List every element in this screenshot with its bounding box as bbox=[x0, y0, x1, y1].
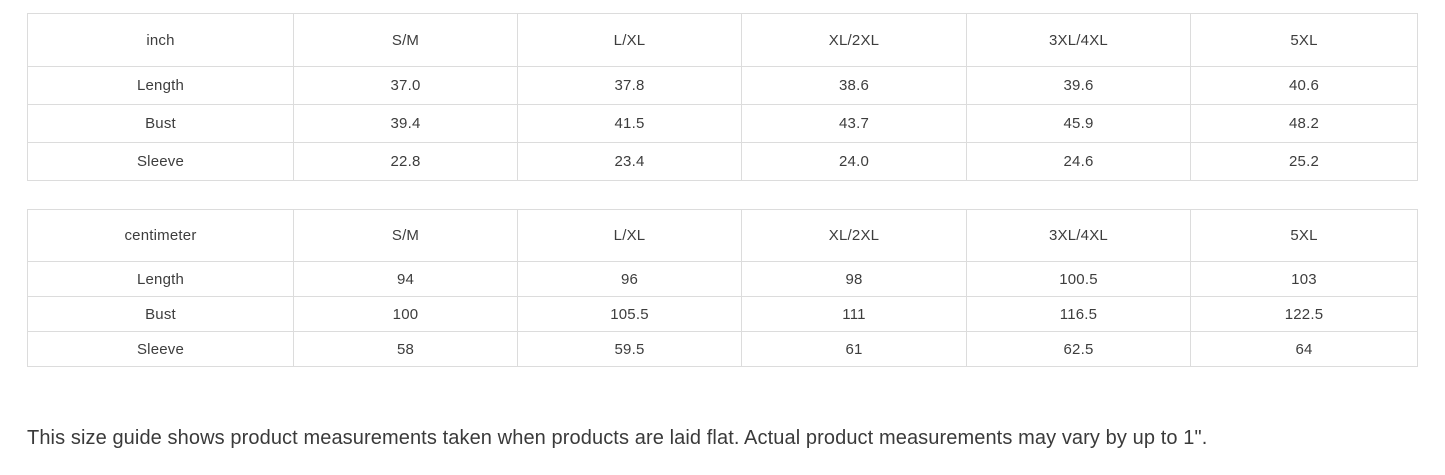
measurement-cell: 94 bbox=[294, 262, 518, 297]
row-label-cell: Bust bbox=[28, 297, 294, 332]
size-header-cell: S/M bbox=[294, 210, 518, 262]
table-row bbox=[28, 67, 1418, 105]
measurement-cell: 98 bbox=[742, 262, 967, 297]
table-header-row bbox=[28, 210, 1418, 262]
row-label-cell: Bust bbox=[28, 105, 294, 143]
measurement-cell: 37.8 bbox=[518, 67, 742, 105]
measurement-cell: 37.0 bbox=[294, 67, 518, 105]
measurement-cell: 22.8 bbox=[294, 143, 518, 181]
table-row bbox=[28, 105, 1418, 143]
measurement-cell: 23.4 bbox=[518, 143, 742, 181]
size-header-cell: XL/2XL bbox=[742, 210, 967, 262]
measurement-cell: 64 bbox=[1191, 332, 1418, 367]
measurement-cell: 111 bbox=[742, 297, 967, 332]
size-header-cell: 3XL/4XL bbox=[967, 14, 1191, 67]
measurement-cell: 103 bbox=[1191, 262, 1418, 297]
measurement-cell: 39.4 bbox=[294, 105, 518, 143]
unit-header-cell: centimeter bbox=[28, 210, 294, 262]
measurement-cell: 96 bbox=[518, 262, 742, 297]
table-row bbox=[28, 262, 1418, 297]
size-header-cell: 5XL bbox=[1191, 210, 1418, 262]
size-header-cell: L/XL bbox=[518, 210, 742, 262]
measurement-cell: 105.5 bbox=[518, 297, 742, 332]
measurement-cell: 40.6 bbox=[1191, 67, 1418, 105]
size-header-cell: L/XL bbox=[518, 14, 742, 67]
measurement-cell: 61 bbox=[742, 332, 967, 367]
unit-header-cell: inch bbox=[28, 14, 294, 67]
measurement-cell: 45.9 bbox=[967, 105, 1191, 143]
table-header-row bbox=[28, 14, 1418, 67]
measurement-cell: 38.6 bbox=[742, 67, 967, 105]
measurement-cell: 100.5 bbox=[967, 262, 1191, 297]
size-table-centimeter bbox=[27, 209, 1418, 367]
size-header-cell: S/M bbox=[294, 14, 518, 67]
measurement-cell: 58 bbox=[294, 332, 518, 367]
measurement-cell: 116.5 bbox=[967, 297, 1191, 332]
measurement-cell: 24.0 bbox=[742, 143, 967, 181]
measurement-cell: 39.6 bbox=[967, 67, 1191, 105]
table-row bbox=[28, 297, 1418, 332]
measurement-cell: 48.2 bbox=[1191, 105, 1418, 143]
measurement-cell: 100 bbox=[294, 297, 518, 332]
row-label-cell: Sleeve bbox=[28, 143, 294, 181]
measurement-cell: 122.5 bbox=[1191, 297, 1418, 332]
measurement-cell: 43.7 bbox=[742, 105, 967, 143]
table-row bbox=[28, 332, 1418, 367]
row-label-cell: Length bbox=[28, 67, 294, 105]
measurement-cell: 62.5 bbox=[967, 332, 1191, 367]
row-label-cell: Length bbox=[28, 262, 294, 297]
measurement-cell: 25.2 bbox=[1191, 143, 1418, 181]
measurement-cell: 24.6 bbox=[967, 143, 1191, 181]
table-row bbox=[28, 143, 1418, 181]
measurement-cell: 59.5 bbox=[518, 332, 742, 367]
size-header-cell: XL/2XL bbox=[742, 14, 967, 67]
size-guide-note: This size guide shows product measurements taken when products are laid flat. Actual product measurements may vary by up to 1". bbox=[27, 427, 1208, 449]
row-label-cell: Sleeve bbox=[28, 332, 294, 367]
size-header-cell: 3XL/4XL bbox=[967, 210, 1191, 262]
size-table-inch bbox=[27, 13, 1418, 181]
measurement-cell: 41.5 bbox=[518, 105, 742, 143]
size-header-cell: 5XL bbox=[1191, 14, 1418, 67]
